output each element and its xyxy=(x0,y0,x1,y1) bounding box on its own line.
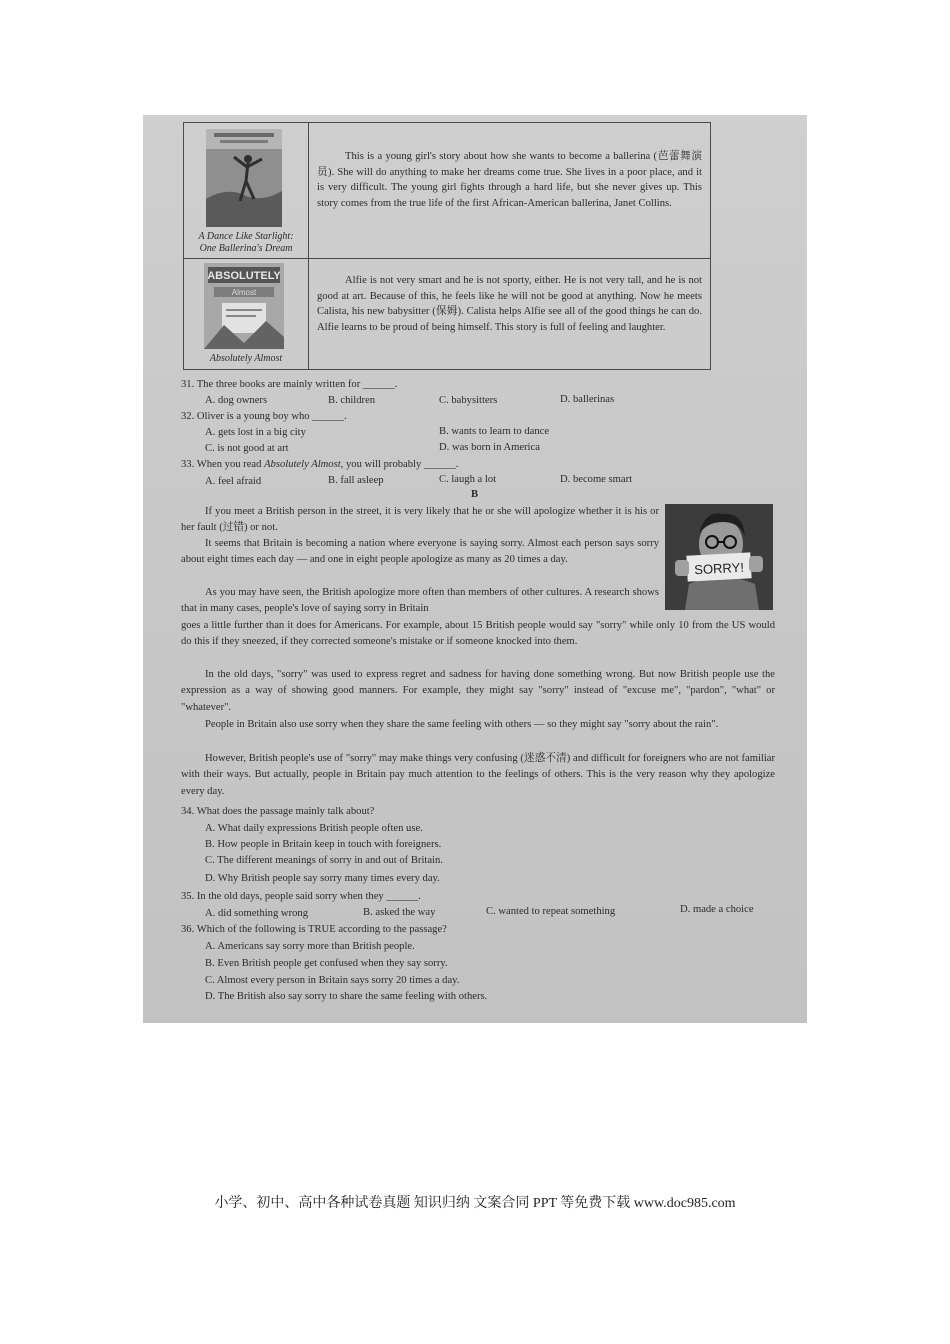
option: B. asked the way xyxy=(363,907,436,918)
passage-paragraph: In the old days, "sorry" was used to express regret and sadness for having done something wrong. But now British people use the expression as a way of showing good manners. For example, they might say "sorry" instead of "excuse me", "pardon", "what" or "whatever". xyxy=(181,669,775,713)
option: D. The British also say sorry to share the same feeling with others. xyxy=(205,991,488,1002)
question-31: 31. The three books are mainly written for ______. xyxy=(181,379,398,390)
option: B. children xyxy=(328,395,376,406)
book-caption-line: Absolutely Almost xyxy=(209,353,283,364)
passage-paragraph: goes a little further than it does for Americans. For example, about 15 British people would say "sorry" while only 10 from the US would do this if they sneezed, if they corrected someone's mistake or if someone knocked into them. xyxy=(181,620,775,648)
option: D. made a choice xyxy=(680,904,754,915)
book-caption xyxy=(186,231,306,255)
option: C. wanted to repeat something xyxy=(486,906,616,917)
option: A. Americans say sorry more than British people. xyxy=(205,941,415,952)
book-row xyxy=(184,123,710,259)
cover-subtitle-text: Almost xyxy=(231,288,257,297)
option: D. become smart xyxy=(560,474,633,485)
passage-paragraph: It seems that Britain is becoming a nation where everyone is saying sorry. Almost each person says sorry about eight times each day — and one in eight people apologize as many as 20 times a day. xyxy=(181,538,659,566)
scanned-page xyxy=(143,115,807,1023)
question-stem: 33. When you read xyxy=(181,459,265,470)
passage-paragraph: However, British people's use of "sorry" may make things very confusing (迷惑不清) and difficult for foreigners who are not familiar with their ways. But actually, people in Britain pay much attention to the feelings of others. This is the very reason why they apologize every day. xyxy=(181,753,775,797)
option: A. What daily expressions British people often use. xyxy=(205,823,423,834)
book-table xyxy=(183,122,711,370)
option: B. fall asleep xyxy=(328,475,384,486)
option: C. babysitters xyxy=(439,395,498,406)
sorry-sign-text: SORRY! xyxy=(693,559,745,578)
cover-cell xyxy=(184,123,309,258)
book-description: Alfie is not very smart and he is not sporty, either. He is not very tall, and he is not good at art. Because of this, he feels like he will not be good at anything. Now he meets Calista, his new babysitter (保姆). Calista helps Alfie see all of the good things he can do. Alfie learns to be proud of being himself. This story is full of feeling and laughter. xyxy=(317,275,702,333)
option: B. How people in Britain keep in touch with foreigners. xyxy=(205,839,442,850)
section-heading: B xyxy=(471,489,479,500)
option: A. gets lost in a big city xyxy=(205,427,306,438)
option: B. wants to learn to dance xyxy=(439,426,550,437)
book-caption-line: A Dance Like Starlight: xyxy=(198,231,294,242)
option: A. did something wrong xyxy=(205,908,308,919)
option: A. feel afraid xyxy=(205,476,262,487)
book-cover-absolutely-almost-image xyxy=(204,263,284,349)
cover-title-text: ABSOLUTELY xyxy=(207,270,281,282)
option: C. is not good at art xyxy=(205,443,289,454)
passage-paragraph: If you meet a British person in the street, it is very likely that he or she will apologize whether it is his or her fault (过错) or not. xyxy=(181,506,659,534)
question-32: 32. Oliver is a young boy who ______. xyxy=(181,411,347,422)
option: C. The different meanings of sorry in and out of Britain. xyxy=(205,855,443,866)
question-35: 35. In the old days, people said sorry when they ______. xyxy=(181,891,421,902)
question-33 xyxy=(181,457,458,472)
option: A. dog owners xyxy=(205,395,268,406)
passage-paragraph: As you may have seen, the British apologize more often than members of other cultures. A research shows that in many cases, people's love of saying sorry in Britain xyxy=(181,587,659,615)
question-stem: , you will probably ______. xyxy=(340,459,459,470)
option: D. was born in America xyxy=(439,442,540,453)
man-holding-sorry-sign-photo xyxy=(665,504,773,610)
passage-paragraph: People in Britain also use sorry when they share the same feeling with others — so they might say "sorry about the rain". xyxy=(205,719,719,730)
book-row xyxy=(184,259,710,369)
option: C. laugh a lot xyxy=(439,474,497,485)
book-caption xyxy=(186,353,306,365)
option: B. Even British people get confused when they say sorry. xyxy=(205,958,448,969)
cover-cell xyxy=(184,259,309,369)
question-34: 34. What does the passage mainly talk about? xyxy=(181,806,375,817)
book-description: This is a young girl's story about how she wants to become a ballerina (芭蕾舞演员). She will do anything to make her dreams come true. She lives in a poor place, and it is very difficult. The young girl fights through a hard life, but she never gives up. This story comes from the true life of the first African-American ballerina, Janet Collins. xyxy=(317,151,702,209)
book-cover-dancer-image xyxy=(206,129,282,227)
book-caption-line: One Ballerina's Dream xyxy=(199,243,293,254)
footer-text: 小学、初中、高中各种试卷真题 知识归纳 文案合同 PPT 等免费下载 www.doc985.com xyxy=(214,1196,736,1211)
option: D. Why British people say sorry many times every day. xyxy=(205,873,440,884)
book-title-ref: Absolutely Almost xyxy=(264,459,341,470)
option: C. Almost every person in Britain says sorry 20 times a day. xyxy=(205,975,460,986)
question-36: 36. Which of the following is TRUE according to the passage? xyxy=(181,924,447,935)
option: D. ballerinas xyxy=(560,394,615,405)
